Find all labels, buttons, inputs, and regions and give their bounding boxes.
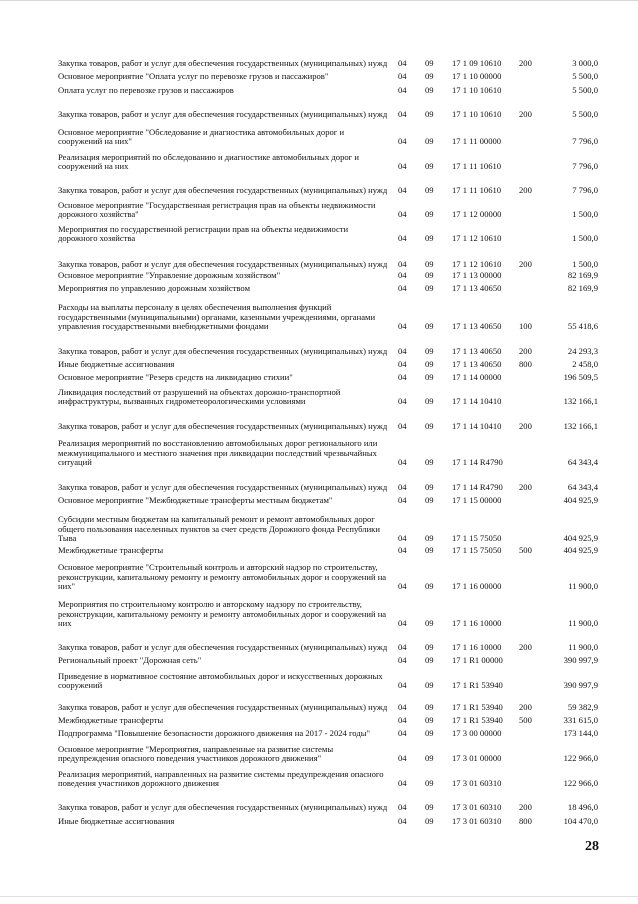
target-article-code: 17 1 09 10610 [452,58,502,69]
subsection-code: 09 [425,802,434,813]
amount: 331 615,0 [563,715,598,726]
row-description: Основное мероприятие "Межбюджетные трансферты местным бюджетам" [58,495,333,506]
expense-type-code: 800 [519,359,532,370]
row-description: Закупка товаров, работ и услуг для обеспечения государственных (муниципальных) нужд [58,259,388,270]
amount: 1 500,0 [572,259,598,270]
target-article-code: 17 1 12 00000 [452,209,502,220]
subsection-code: 09 [425,728,434,739]
row-description: Закупка товаров, работ и услуг для обеспечения государственных (муниципальных) нужд [58,642,388,653]
expense-type-code: 200 [519,185,532,196]
subsection-code: 09 [425,71,434,82]
section-code: 04 [398,185,407,196]
expense-type-code: 100 [519,321,532,332]
row-description: Основное мероприятие "Оплата услуг по перевозке грузов и пассажиров" [58,71,329,82]
expense-type-code: 200 [519,421,532,432]
row-description: Закупка товаров, работ и услуг для обеспечения государственных (муниципальных) нужд [58,702,388,713]
target-article-code: 17 1 R1 53940 [452,680,503,691]
subsection-code: 09 [425,136,434,147]
row-description: Оплата услуг по перевозке грузов и пассажиров [58,85,234,96]
section-code: 04 [398,136,407,147]
page-number: 28 [585,839,599,854]
row-description: Основное мероприятие "Управление дорожным хозяйством" [58,270,281,281]
subsection-code: 09 [425,642,434,653]
amount: 11 900,0 [568,581,598,592]
row-description: Реализация мероприятий по обследованию и диагностике автомобильных дорог и сооружений на них [58,151,359,172]
target-article-code: 17 1 12 10610 [452,259,502,270]
row-description: Субсидии местным бюджетам на капитальный ремонт и ремонт автомобильных дорог общего пользования населенных пунктов за счет средств Дорожного фонда Республики Тыва [58,514,380,544]
section-code: 04 [398,680,407,691]
amount: 18 496,0 [567,802,598,813]
subsection-code: 09 [425,359,434,370]
target-article-code: 17 1 14 R4790 [452,482,503,493]
amount: 2 458,0 [572,359,598,370]
expense-type-code: 800 [519,816,532,827]
amount: 404 925,9 [563,495,598,506]
target-article-code: 17 1 10 00000 [452,71,502,82]
row-description: Основное мероприятие "Обследование и диагностика автомобильных дорог и сооружений на них" [58,126,345,147]
target-article-code: 17 1 16 00000 [452,581,502,592]
section-code: 04 [398,545,407,556]
section-code: 04 [398,270,407,281]
section-code: 04 [398,421,407,432]
row-description: Межбюджетные трансферты [58,715,164,726]
subsection-code: 09 [425,396,434,407]
section-code: 04 [398,58,407,69]
target-article-code: 17 1 13 40650 [452,321,502,332]
subsection-code: 09 [425,702,434,713]
row-description: Основное мероприятие "Мероприятия, направленные на развитие системы предупреждения опасного поведения участников дорожного движения" [58,743,334,764]
amount: 122 966,0 [563,753,598,764]
section-code: 04 [398,346,407,357]
amount: 64 343,4 [567,482,598,493]
subsection-code: 09 [425,778,434,789]
section-code: 04 [398,482,407,493]
target-article-code: 17 1 15 75050 [452,533,502,544]
subsection-code: 09 [425,109,434,120]
section-code: 04 [398,283,407,294]
subsection-code: 09 [425,270,434,281]
expense-type-code: 200 [519,702,532,713]
amount: 59 382,9 [567,702,598,713]
target-article-code: 17 3 00 00000 [452,728,502,739]
row-description: Иные бюджетные ассигнования [58,359,175,370]
section-code: 04 [398,109,407,120]
target-article-code: 17 1 16 10000 [452,618,502,629]
row-description: Межбюджетные трансферты [58,545,164,556]
subsection-code: 09 [425,545,434,556]
target-article-code: 17 1 12 10610 [452,233,502,244]
subsection-code: 09 [425,209,434,220]
expense-type-code: 200 [519,259,532,270]
section-code: 04 [398,702,407,713]
target-article-code: 17 1 14 R4790 [452,457,503,468]
amount: 11 900,0 [568,618,598,629]
section-code: 04 [398,753,407,764]
row-description: Закупка товаров, работ и услуг для обеспечения государственных (муниципальных) нужд [58,802,388,813]
subsection-code: 09 [425,346,434,357]
target-article-code: 17 1 16 10000 [452,642,502,653]
target-article-code: 17 1 R1 53940 [452,702,503,713]
target-article-code: 17 1 14 10410 [452,396,502,407]
amount: 55 418,6 [567,321,598,332]
row-description: Ликвидация последствий от разрушений на объектах дорожно-транспортной инфраструктуры, вызванных гидрометеорологическими условиями [58,386,341,407]
subsection-code: 09 [425,85,434,96]
row-description: Иные бюджетные ассигнования [58,816,175,827]
target-article-code: 17 1 15 75050 [452,545,502,556]
subsection-code: 09 [425,655,434,666]
section-code: 04 [398,457,407,468]
section-code: 04 [398,778,407,789]
expense-type-code: 500 [519,545,532,556]
subsection-code: 09 [425,533,434,544]
row-description: Расходы на выплаты персоналу в целях обеспечения выполнения функций государственными (муниципальными) органами, казенными учреждениями, органами управления государственными внебюджетными фондами [58,302,376,332]
expense-type-code: 200 [519,109,532,120]
section-code: 04 [398,85,407,96]
amount: 64 343,4 [567,457,598,468]
expense-type-code: 200 [519,346,532,357]
amount: 132 166,1 [563,396,598,407]
expense-type-code: 200 [519,642,532,653]
subsection-code: 09 [425,161,434,172]
expense-type-code: 200 [519,58,532,69]
row-description: Закупка товаров, работ и услуг для обеспечения государственных (муниципальных) нужд [58,421,388,432]
amount: 24 293,3 [567,346,598,357]
target-article-code: 17 1 11 00000 [452,136,502,147]
expense-type-code: 500 [519,715,532,726]
amount: 196 509,5 [563,372,598,383]
subsection-code: 09 [425,495,434,506]
section-code: 04 [398,618,407,629]
amount: 132 166,1 [563,421,598,432]
row-description: Региональный проект "Дорожная сеть" [58,655,202,666]
target-article-code: 17 3 01 60310 [452,802,502,813]
amount: 173 144,0 [563,728,598,739]
row-description: Основное мероприятие "Резерв средств на ликвидацию стихии" [58,372,293,383]
amount: 1 500,0 [572,209,598,220]
target-article-code: 17 1 15 00000 [452,495,502,506]
target-article-code: 17 1 13 40650 [452,346,502,357]
section-code: 04 [398,71,407,82]
section-code: 04 [398,581,407,592]
subsection-code: 09 [425,372,434,383]
amount: 404 925,9 [563,533,598,544]
section-code: 04 [398,728,407,739]
subsection-code: 09 [425,283,434,294]
target-article-code: 17 1 13 40650 [452,283,502,294]
section-code: 04 [398,642,407,653]
section-code: 04 [398,372,407,383]
target-article-code: 17 3 01 60310 [452,778,502,789]
amount: 404 925,9 [563,545,598,556]
row-description: Подпрограмма "Повышение безопасности дорожного движения на 2017 - 2024 годы" [58,728,371,739]
section-code: 04 [398,715,407,726]
page-edge-bottom [0,896,638,897]
amount: 390 997,9 [563,680,598,691]
row-description: Закупка товаров, работ и услуг для обеспечения государственных (муниципальных) нужд [58,58,388,69]
row-description: Мероприятия по государственной регистрации прав на объекты недвижимости дорожного хозяйства [58,223,349,244]
section-code: 04 [398,396,407,407]
amount: 122 966,0 [563,778,598,789]
subsection-code: 09 [425,259,434,270]
target-article-code: 17 1 10 10610 [452,109,502,120]
amount: 82 169,9 [567,283,598,294]
row-description: Основное мероприятие "Строительный контроль и авторский надзор по строительству, реконструкции, капитальному ремонту и ремонту автомобильных дорог и сооружений на них" [58,562,387,592]
target-article-code: 17 1 13 40650 [452,359,502,370]
target-article-code: 17 3 01 00000 [452,753,502,764]
target-article-code: 17 1 14 10410 [452,421,502,432]
amount: 1 500,0 [572,233,598,244]
row-description: Реализация мероприятий, направленных на развитие системы предупреждения опасного поведения участников дорожного движения [58,768,384,789]
target-article-code: 17 1 R1 53940 [452,715,503,726]
row-description: Мероприятия по управлению дорожным хозяйством [58,283,251,294]
section-code: 04 [398,161,407,172]
amount: 3 000,0 [572,58,598,69]
section-code: 04 [398,533,407,544]
target-article-code: 17 1 11 10610 [452,161,502,172]
target-article-code: 17 1 13 00000 [452,270,502,281]
amount: 82 169,9 [567,270,598,281]
section-code: 04 [398,259,407,270]
section-code: 04 [398,359,407,370]
row-description: Мероприятия по строительному контролю и авторскому надзору по строительству, реконструкции, капитальному ремонту и ремонту автомобильных дорог и сооружений на них [58,599,387,629]
subsection-code: 09 [425,482,434,493]
section-code: 04 [398,655,407,666]
expense-type-code: 200 [519,802,532,813]
expense-type-code: 200 [519,482,532,493]
row-description: Основное мероприятие "Государственная регистрация прав на объекты недвижимости дорожного хозяйства" [58,199,376,220]
section-code: 04 [398,495,407,506]
subsection-code: 09 [425,618,434,629]
row-description: Закупка товаров, работ и услуг для обеспечения государственных (муниципальных) нужд [58,185,388,196]
subsection-code: 09 [425,58,434,69]
section-code: 04 [398,802,407,813]
amount: 104 470,0 [563,816,598,827]
row-description: Приведение в нормативное состояние автомобильных дорог и искусственных дорожных сооружений [58,670,383,691]
section-code: 04 [398,209,407,220]
subsection-code: 09 [425,457,434,468]
target-article-code: 17 3 01 60310 [452,816,502,827]
target-article-code: 17 1 10 10610 [452,85,502,96]
section-code: 04 [398,321,407,332]
row-description: Реализация мероприятий по восстановлению автомобильных дорог регионального или межмуниципального и местного значения при ликвидации последствий чрезвычайных ситуаций [58,438,378,468]
section-code: 04 [398,816,407,827]
section-code: 04 [398,233,407,244]
subsection-code: 09 [425,581,434,592]
amount: 7 796,0 [572,161,598,172]
row-description: Закупка товаров, работ и услуг для обеспечения государственных (муниципальных) нужд [58,346,388,357]
subsection-code: 09 [425,680,434,691]
amount: 390 997,9 [563,655,598,666]
amount: 5 500,0 [572,71,598,82]
subsection-code: 09 [425,421,434,432]
target-article-code: 17 1 14 00000 [452,372,502,383]
amount: 7 796,0 [572,136,598,147]
amount: 11 900,0 [568,642,598,653]
target-article-code: 17 1 R1 00000 [452,655,503,666]
subsection-code: 09 [425,185,434,196]
row-description: Закупка товаров, работ и услуг для обеспечения государственных (муниципальных) нужд [58,482,388,493]
subsection-code: 09 [425,753,434,764]
subsection-code: 09 [425,816,434,827]
amount: 5 500,0 [572,85,598,96]
subsection-code: 09 [425,233,434,244]
amount: 7 796,0 [572,185,598,196]
amount: 5 500,0 [572,109,598,120]
target-article-code: 17 1 11 10610 [452,185,502,196]
row-description: Закупка товаров, работ и услуг для обеспечения государственных (муниципальных) нужд [58,109,388,120]
subsection-code: 09 [425,715,434,726]
subsection-code: 09 [425,321,434,332]
